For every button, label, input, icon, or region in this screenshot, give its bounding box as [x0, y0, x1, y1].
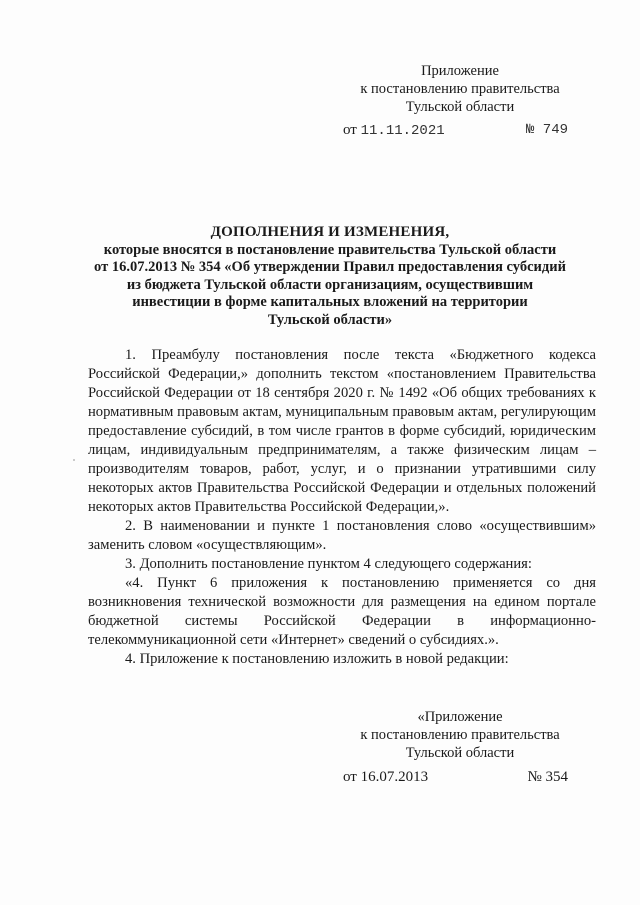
title-line: Тульской области» [267, 311, 393, 328]
title-heading: ДОПОЛНЕНИЯ И ИЗМЕНЕНИЯ, [210, 224, 450, 240]
new-appendix-header [340, 708, 580, 762]
title-line: из бюджета Тульской области организациям, осуществившим [126, 276, 534, 293]
paragraph-1: 1. Преамбулу постановления после текста «Бюджетного кодекса Российской Федерации,» дополнить текстом «постановлением Правительства Российской Федерации от 18 сентября 2020 г. № 1492 «Об общих требованиях к нормативным правовым актам, муниципальным правовым актам, регулирующим предоставление субсидий, в том числе грантов в форме субсидий, юридическим лицам, индивидуальным предпринимателям, а также физическим лицам – производителям товаров, работ, услуг, и о признании утратившими силу некоторых актов Правительства Российской Федерации и отдельных положений некоторых актов Правительства Российской Федерации,». [88, 347, 596, 515]
paragraph-2: 2. В наименовании и пункте 1 постановления слово «осуществившим» заменить словом «осуществляющим». [88, 518, 596, 553]
paragraph-5: 4. Приложение к постановлению изложить в новой редакции: [125, 651, 509, 667]
title-line: от 16.07.2013 № 354 «Об утверждении Правил предоставления субсидий [94, 259, 566, 275]
title-line: которые вносятся в постановление правительства Тульской области [103, 241, 557, 258]
typed-number: № 749 [525, 122, 568, 138]
date-prefix: от [343, 122, 357, 138]
appendix-header-line1: Приложение [421, 63, 499, 79]
paragraph-4: «4. Пункт 6 приложения к постановлению применяется со дня возникновения технической возможности для размещения на едином портале бюджетной системы Российской Федерации в информационно-телекоммуникационной сети «Интернет» сведений о субсидиях.». [88, 575, 596, 648]
new-appendix-date-line [343, 768, 568, 786]
document-body [88, 346, 596, 669]
appendix-header-line3: Тульской области [405, 99, 515, 115]
number-value: № 354 [527, 769, 568, 785]
new-appendix-line1: «Приложение [417, 709, 503, 725]
appendix-header-line2: к постановлению правительства [360, 81, 560, 97]
appendix-date-line [343, 121, 568, 140]
document-title [80, 224, 580, 329]
scan-speck [73, 459, 75, 461]
paragraph-3: 3. Дополнить постановление пунктом 4 следующего содержания: [125, 556, 532, 572]
title-line: инвестиции в форме капитальных вложений на территории [132, 294, 528, 310]
appendix-header [340, 62, 580, 116]
new-appendix-line2: к постановлению правительства [360, 727, 560, 743]
typed-date: 11.11.2021 [360, 123, 445, 139]
date-prefix: от [343, 769, 357, 785]
new-appendix-line3: Тульской области [405, 745, 515, 761]
date-value: 16.07.2013 [360, 769, 429, 785]
